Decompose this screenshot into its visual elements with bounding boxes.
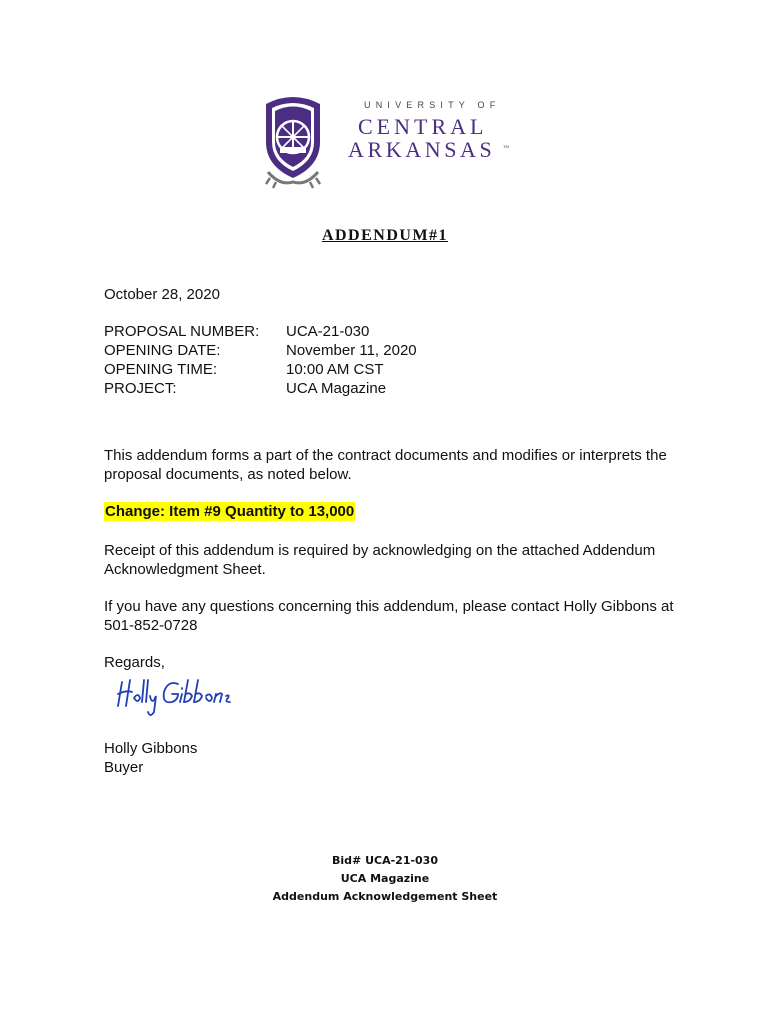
- regards-text: Regards,: [104, 654, 165, 671]
- logo-line-arkansas: ARKANSAS: [348, 137, 496, 162]
- proposal-fields: [104, 322, 417, 398]
- logo-wordmark: [346, 100, 536, 163]
- field-row: [104, 341, 417, 360]
- field-value: UCA-21-030: [286, 323, 370, 340]
- field-row: [104, 379, 417, 398]
- signer-name: Holly Gibbons: [104, 740, 198, 757]
- contact-paragraph: If you have any questions concerning this addendum, please contact Holly Gibbons at 501-852-0728: [104, 598, 674, 634]
- change-highlight: Change: Item #9 Quantity to 13,000: [105, 503, 355, 520]
- footer-bid-number: Bid# UCA-21-030: [332, 854, 438, 867]
- intro-paragraph: This addendum forms a part of the contract documents and modifies or interprets the proposal documents, as noted below.: [104, 447, 667, 483]
- field-label: PROPOSAL NUMBER:: [104, 323, 260, 340]
- footer-sheet-title: Addendum Acknowledgement Sheet: [272, 890, 498, 903]
- field-label: OPENING DATE:: [104, 342, 221, 359]
- field-label: OPENING TIME:: [104, 361, 218, 378]
- signer-block: [104, 739, 197, 777]
- field-value: 10:00 AM CST: [286, 361, 384, 378]
- logo-line-central: CENTRAL: [358, 114, 488, 139]
- handwritten-signature: [112, 672, 242, 718]
- field-label: PROJECT:: [104, 380, 177, 397]
- document-date: October 28, 2020: [104, 286, 220, 303]
- trademark-mark: TM: [503, 144, 509, 149]
- logo-line-university-of: UNIVERSITY OF: [364, 100, 501, 110]
- field-row: [104, 360, 417, 379]
- receipt-paragraph: Receipt of this addendum is required by acknowledging on the attached Addendum Acknowledgment Sheet.: [104, 542, 656, 578]
- signer-title: Buyer: [104, 759, 144, 776]
- footer-block: [0, 852, 770, 906]
- field-row: [104, 322, 417, 341]
- footer-project: UCA Magazine: [340, 872, 430, 885]
- document-title: ADDENDUM#1: [321, 227, 449, 244]
- field-value: November 11, 2020: [286, 342, 417, 359]
- field-value: UCA Magazine: [286, 380, 387, 397]
